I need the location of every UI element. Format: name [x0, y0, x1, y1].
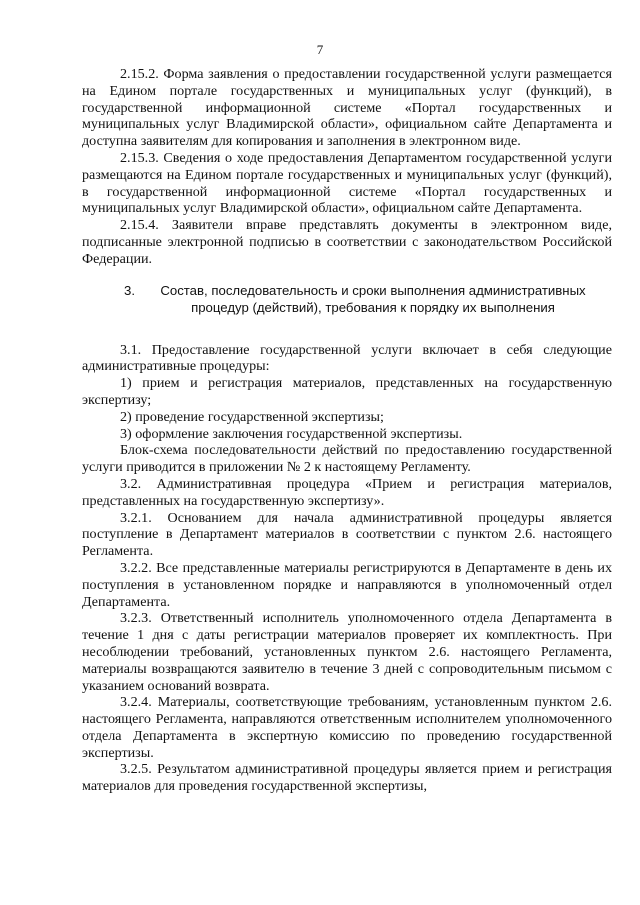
paragraph-2-15-3: 2.15.3. Сведения о ходе предоставления Департаментом государственной услуги размещаются на Едином портале государственных и муниципальных услуг (функций), в государственной информационной системе «Портал государственных и муниципальных услуг Владимирской области», официальном сайте Департамента. [82, 149, 612, 217]
page-number: 7 [316, 42, 324, 57]
list-item-3: 3) оформление заключения государственной экспертизы. [120, 425, 463, 442]
paragraph-3-1: 3.1. Предоставление государственной услуги включает в себя следующие административные процедуры: [82, 341, 612, 375]
paragraph-3-2-2: 3.2.2. Все представленные материалы регистрируются в Департаменте в день их поступления в установленном порядке и направляются в уполномоченный отдел Департамента. [82, 559, 612, 610]
paragraph-2-15-4: 2.15.4. Заявители вправе представлять документы в электронном виде, подписанные электронной подписью в соответствии с законодательством Российской Федерации. [82, 217, 612, 267]
section-title: Состав, последовательность и сроки выполнения административных процедур (действий), требования к порядку их выполнения [160, 282, 586, 315]
section-heading [82, 282, 612, 316]
list-item-1: 1) прием и регистрация материалов, представленных на государственную экспертизу; [82, 375, 612, 408]
document-body [82, 66, 612, 795]
paragraph-2-15-2: 2.15.2. Форма заявления о предоставлении государственной услуги размещается на Едином портале государственных и муниципальных услуг (функций), в государственной информационной системе «Портал государственных и муниципальных услуг Владимирской области», официальном сайте Департамента и доступна заявителям для копирования и заполнения в электронном виде. [82, 66, 612, 150]
paragraph-3-2-3: 3.2.3. Ответственный исполнитель уполномоченного отдела Департамента в течение 1 дня с даты регистрации материалов проверяет их комплектность. При несоблюдении требований, установленных пунктом 2.6. настоящего Регламента, материалы возвращаются заявителю в течение 3 дней с сопроводительным письмом с указанием оснований возврата. [82, 610, 612, 694]
paragraph-block-scheme: Блок-схема последовательности действий по предоставлению государственной услуги приводится в приложении № 2 к настоящему Регламенту. [82, 442, 612, 476]
section-number: 3. [124, 282, 135, 298]
paragraph-3-2-1: 3.2.1. Основанием для начала административной процедуры является поступление в Департамент материалов в соответствии с пунктом 2.6. настоящего Регламента. [82, 509, 612, 560]
paragraph-3-2-5: 3.2.5. Результатом административной процедуры является прием и регистрация материалов для проведения государственной экспертизы, [82, 761, 612, 795]
list-item-2: 2) проведение государственной экспертизы; [120, 408, 384, 425]
paragraph-3-2: 3.2. Административная процедура «Прием и регистрация материалов, представленных на государственную экспертизу». [82, 475, 612, 509]
paragraph-3-2-4: 3.2.4. Материалы, соответствующие требованиям, установленным пунктом 2.6. настоящего Регламента, направляются ответственным исполнителем уполномоченного отдела Департамента в экспертную комиссию по проведению государственной экспертизы. [82, 694, 612, 761]
